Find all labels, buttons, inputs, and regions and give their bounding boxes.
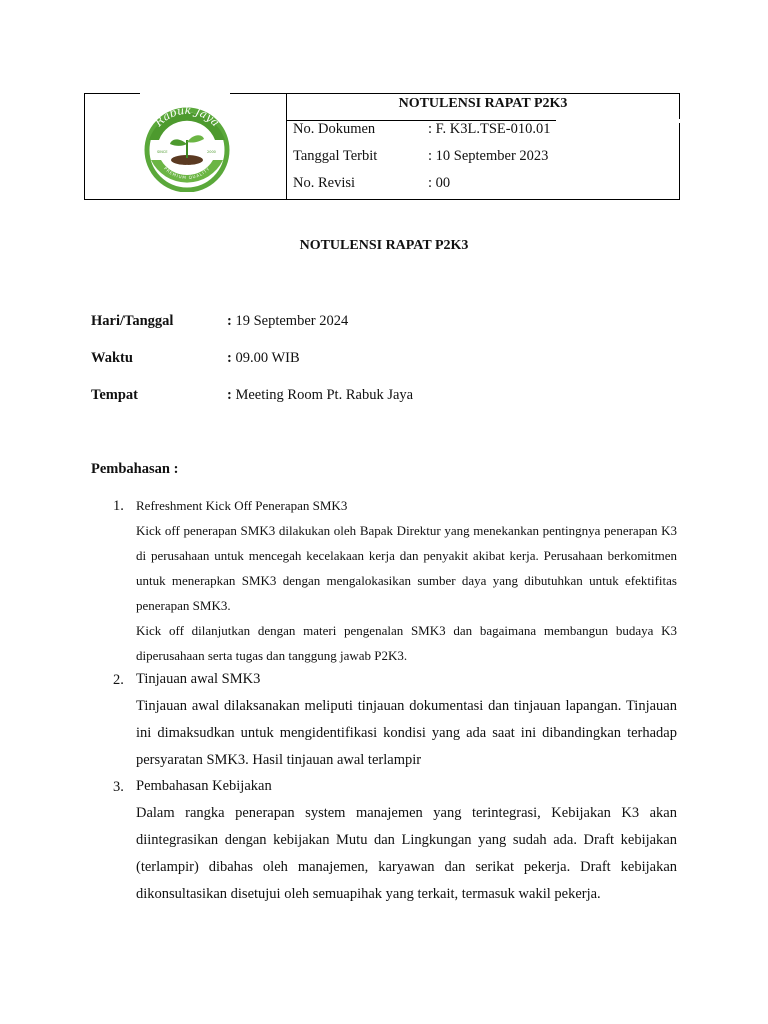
logo-cell (85, 94, 287, 199)
header-row-label: Tanggal Terbit (293, 148, 378, 164)
list-number: 2. (113, 672, 124, 688)
meta-value: 19 September 2024 (231, 313, 349, 329)
meta-hari-tanggal (91, 313, 349, 330)
list-item-title: Pembahasan Kebijakan (136, 778, 272, 794)
meta-tempat (91, 387, 414, 404)
meta-waktu (91, 350, 300, 367)
header-row-value: : 10 September 2023 (428, 148, 549, 164)
list-number: 3. (113, 779, 124, 795)
meta-label: Waktu (91, 350, 133, 366)
header-row-revisi (293, 175, 451, 192)
logo-year-text: 2000 (207, 150, 216, 154)
section-heading: Pembahasan : (91, 461, 179, 477)
list-item-paragraph: Dalam rangka penerapan system manajemen yang terintegrasi, Kebijakan K3 akan diintegrasikan dengan kebijakan Mutu dan Lingkungan yang sudah ada. Draft kebijakan (terlampir) dibahas oleh manajemen, karyawan dan serikat pekerja. Draft kebijakan dikonsultasikan disetujui oleh semuapihak yang terkait, termasuk wakil pekerja. (136, 805, 677, 902)
header-row-tanggal (293, 148, 549, 165)
meta-colon: : (227, 387, 232, 403)
logo-tagline-text: PREMIUM QUALITY (162, 165, 212, 180)
meta-value: Meeting Room Pt. Rabuk Jaya (231, 387, 414, 403)
meta-label: Tempat (91, 387, 138, 403)
page-title: NOTULENSI RAPAT P2K3 (299, 238, 469, 253)
header-row-label: No. Dokumen (293, 121, 376, 137)
list-item-paragraph: Kick off dilanjutkan dengan materi pengenalan SMK3 dan bagaimana membangun budaya K3 diperusahaan serta tugas dan tanggung jawab P2K3. (136, 623, 677, 663)
header-row-value: : 00 (428, 175, 451, 191)
meta-colon: : (227, 350, 232, 366)
meta-colon: : (227, 313, 232, 329)
header-title: NOTULENSI RAPAT P2K3 (287, 94, 679, 121)
header-border-gap (140, 92, 230, 96)
logo-brand-text: Rabuk Jaya (152, 103, 222, 130)
list-item-title: Tinjauan awal SMK3 (136, 671, 261, 687)
list-number: 1. (113, 498, 124, 514)
document-header-table (84, 93, 680, 200)
list-item-paragraph: Tinjauan awal dilaksanakan meliputi tinjauan dokumentasi dan tinjauan lapangan. Tinjauan ini dimaksudkan untuk mengidentifikasi kondisi yang ada saat ini dibandingkan terhadap persyaratan SMK3. Hasil tinjauan awal terlampir (136, 698, 677, 768)
header-row-label: No. Revisi (293, 175, 356, 191)
meta-label: Hari/Tanggal (91, 313, 174, 329)
meta-value: 09.00 WIB (231, 350, 300, 366)
header-row-value: : F. K3L.TSE-010.01 (428, 121, 551, 137)
rabuk-jaya-logo (137, 100, 237, 192)
header-row-dokumen (293, 121, 551, 138)
list-item-paragraph: Kick off penerapan SMK3 dilakukan oleh Bapak Direktur yang menekankan pentingnya penerapan K3 di perusahaan untuk mencegah kecelakaan kerja dan penyakit akibat kerja. Perusahaan berkomitmen untuk menerapkan SMK3 dengan mengalokasikan sumber daya yang dibutuhkan untuk efektifitas penerapan SMK3. (136, 523, 677, 613)
list-item-title: Refreshment Kick Off Penerapan SMK3 (136, 498, 348, 513)
header-border-gap (556, 119, 680, 123)
logo-since-text: SINCE (157, 150, 168, 154)
